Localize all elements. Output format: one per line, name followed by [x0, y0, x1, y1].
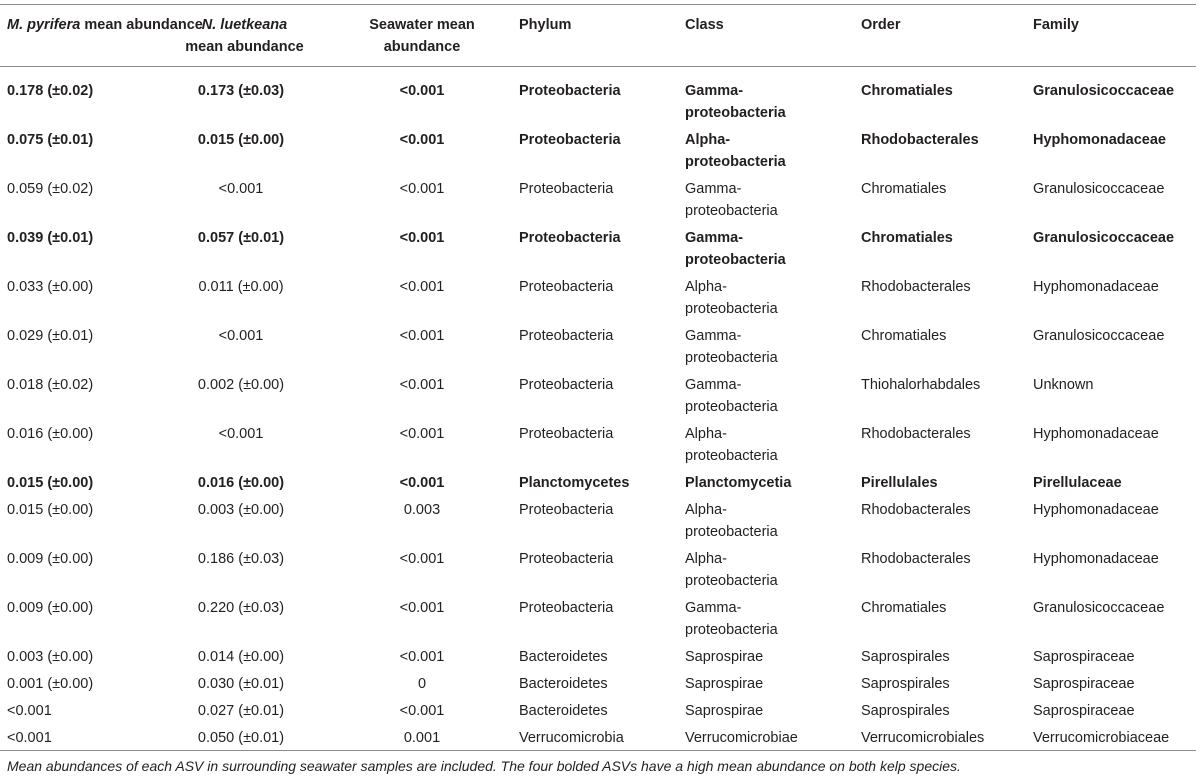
cell-m-pyrifera: 0.016 (±0.00) — [7, 425, 94, 442]
cell-class: Saprospirae — [685, 702, 764, 719]
cell-m-pyrifera: 0.009 (±0.00) — [7, 550, 94, 567]
cell-n-luetkeana: 0.057 (±0.01) — [197, 229, 285, 246]
cell-seawater: <0.001 — [399, 550, 445, 567]
cell-family: Saprospiraceae — [1033, 675, 1135, 692]
cell-m-pyrifera: 0.001 (±0.00) — [7, 675, 94, 692]
cell-family: Granulosicoccaceae — [1033, 229, 1175, 246]
cell-family: Granulosicoccaceae — [1033, 599, 1165, 616]
cell-m-pyrifera: 0.059 (±0.02) — [7, 180, 94, 197]
cell-order: Saprospirales — [861, 675, 950, 692]
cell-order: Chromatiales — [861, 83, 953, 99]
cell-n-luetkeana: 0.027 (±0.01) — [197, 702, 285, 719]
cell-order: Rhodobacterales — [861, 501, 971, 518]
table-row — [0, 670, 1196, 697]
cell-class: Alpha- proteobacteria — [685, 425, 778, 464]
cell-phylum: Proteobacteria — [519, 425, 614, 442]
cell-class: Alpha- proteobacteria — [685, 501, 778, 540]
cell-m-pyrifera: 0.018 (±0.02) — [7, 376, 94, 393]
cell-n-luetkeana: 0.173 (±0.03) — [197, 83, 285, 99]
cell-phylum: Proteobacteria — [519, 327, 614, 344]
cell-seawater: <0.001 — [399, 599, 445, 616]
table-row — [0, 594, 1196, 643]
header-order: Order — [854, 5, 1026, 67]
cell-phylum: Proteobacteria — [519, 599, 614, 616]
cell-family: Hyphomonadaceae — [1033, 131, 1166, 148]
header-n-luetkeana: N. luetkeana mean abundance — [150, 5, 332, 67]
cell-class: Saprospirae — [685, 648, 764, 665]
cell-class: Planctomycetia — [685, 474, 792, 491]
table-row — [0, 545, 1196, 594]
cell-n-luetkeana: 0.003 (±0.00) — [197, 501, 285, 518]
cell-class: Verrucomicrobiae — [678, 724, 854, 751]
cell-order: Thiohalorhabdales — [861, 376, 981, 393]
cell-family: Granulosicoccaceae — [1033, 83, 1175, 99]
cell-m-pyrifera: 0.015 (±0.00) — [7, 501, 94, 518]
cell-order: Chromatiales — [861, 180, 947, 197]
cell-phylum: Bacteroidetes — [519, 702, 608, 719]
cell-class: Alpha- proteobacteria — [685, 278, 778, 317]
table-row — [0, 697, 1196, 724]
cell-class: Gamma- proteobacteria — [685, 327, 778, 366]
cell-seawater: <0.001 — [399, 131, 445, 148]
cell-seawater: <0.001 — [399, 180, 445, 197]
table-row — [0, 469, 1196, 496]
cell-family: Saprospiraceae — [1033, 702, 1135, 719]
cell-n-luetkeana: <0.001 — [218, 180, 264, 197]
cell-n-luetkeana: 0.002 (±0.00) — [197, 376, 285, 393]
cell-family: Granulosicoccaceae — [1033, 327, 1165, 344]
table-row — [0, 371, 1196, 420]
cell-m-pyrifera: 0.003 (±0.00) — [7, 648, 94, 665]
header-class: Class — [678, 5, 854, 67]
cell-seawater: 0 — [417, 675, 427, 692]
cell-order: Rhodobacterales — [861, 131, 979, 148]
cell-n-luetkeana: 0.011 (±0.00) — [198, 278, 284, 295]
cell-family: Hyphomonadaceae — [1033, 550, 1159, 567]
cell-family: Saprospiraceae — [1033, 648, 1135, 665]
cell-seawater: <0.001 — [399, 474, 445, 491]
cell-seawater: <0.001 — [399, 229, 445, 246]
cell-phylum: Bacteroidetes — [519, 648, 608, 665]
cell-order: Chromatiales — [861, 327, 947, 344]
cell-order: Verrucomicrobiales — [854, 724, 1026, 751]
cell-m-pyrifera: 0.015 (±0.00) — [7, 474, 94, 491]
cell-seawater: <0.001 — [399, 278, 445, 295]
cell-family: Hyphomonadaceae — [1033, 425, 1159, 442]
cell-n-luetkeana: <0.001 — [218, 425, 264, 442]
cell-n-luetkeana: 0.220 (±0.03) — [197, 599, 285, 616]
table-caption: Mean abundances of each ASV in surrounding seawater samples are included. The four bolded ASVs have a high mean abundance on both kelp species. — [7, 758, 961, 774]
cell-family: Granulosicoccaceae — [1033, 180, 1165, 197]
cell-order: Chromatiales — [861, 599, 947, 616]
table-body — [0, 67, 1196, 751]
cell-n-luetkeana: <0.001 — [218, 327, 264, 344]
cell-phylum: Bacteroidetes — [519, 675, 608, 692]
cell-phylum: Proteobacteria — [519, 180, 614, 197]
cell-family: Hyphomonadaceae — [1033, 501, 1159, 518]
cell-order: Saprospirales — [861, 648, 950, 665]
cell-seawater: <0.001 — [399, 83, 445, 99]
cell-family: Verrucomicrobiaceae — [1026, 724, 1196, 751]
cell-n-luetkeana: 0.014 (±0.00) — [197, 648, 285, 665]
cell-phylum: Proteobacteria — [519, 501, 614, 518]
table-row — [0, 224, 1196, 273]
cell-m-pyrifera: 0.029 (±0.01) — [7, 327, 94, 344]
cell-n-luetkeana: 0.016 (±0.00) — [197, 474, 285, 491]
table-row — [0, 724, 1196, 751]
cell-m-pyrifera: <0.001 — [7, 702, 52, 719]
cell-class: Alpha- proteobacteria — [685, 550, 778, 589]
cell-family: Pirellulaceae — [1033, 474, 1122, 491]
cell-phylum: Proteobacteria — [519, 229, 621, 246]
cell-order: Rhodobacterales — [861, 550, 971, 567]
cell-seawater: 0.003 — [403, 501, 441, 518]
cell-class: Alpha- proteobacteria — [685, 131, 786, 170]
table-header — [0, 5, 1196, 67]
table-row — [0, 420, 1196, 469]
cell-order: Saprospirales — [861, 702, 950, 719]
cell-phylum: Proteobacteria — [519, 131, 621, 148]
cell-m-pyrifera: 0.033 (±0.00) — [7, 278, 94, 295]
cell-class: Gamma- proteobacteria — [685, 180, 778, 219]
cell-order: Rhodobacterales — [861, 278, 971, 295]
cell-family: Unknown — [1033, 376, 1094, 393]
cell-phylum: Proteobacteria — [519, 550, 614, 567]
cell-phylum: Proteobacteria — [519, 376, 614, 393]
cell-order: Chromatiales — [861, 229, 953, 246]
cell-m-pyrifera: 0.009 (±0.00) — [7, 599, 94, 616]
table-row — [0, 496, 1196, 545]
cell-n-luetkeana: 0.030 (±0.01) — [197, 675, 285, 692]
cell-m-pyrifera: 0.178 (±0.02) — [7, 83, 94, 99]
header-m-pyrifera: M. pyrifera mean abundance — [0, 5, 150, 67]
cell-phylum: Planctomycetes — [519, 474, 630, 491]
table-row — [0, 175, 1196, 224]
header-phylum: Phylum — [512, 5, 678, 67]
cell-seawater: <0.001 — [399, 648, 445, 665]
cell-seawater: <0.001 — [399, 327, 445, 344]
cell-m-pyrifera: 0.039 (±0.01) — [7, 229, 94, 246]
cell-phylum: Proteobacteria — [519, 278, 614, 295]
table-row — [0, 273, 1196, 322]
header-family: Family — [1026, 5, 1196, 67]
cell-class: Gamma- proteobacteria — [685, 599, 778, 638]
cell-class: Gamma- proteobacteria — [685, 83, 786, 121]
cell-family: Hyphomonadaceae — [1033, 278, 1159, 295]
cell-n-luetkeana: 0.050 (±0.01) — [150, 724, 332, 751]
cell-class: Gamma- proteobacteria — [685, 229, 786, 268]
cell-class: Saprospirae — [685, 675, 764, 692]
cell-m-pyrifera: <0.001 — [0, 724, 150, 751]
cell-phylum: Proteobacteria — [519, 83, 621, 99]
cell-n-luetkeana: 0.015 (±0.00) — [197, 131, 285, 148]
cell-phylum: Verrucomicrobia — [512, 724, 678, 751]
cell-seawater: 0.001 — [332, 724, 512, 751]
table-row — [0, 67, 1196, 126]
cell-seawater: <0.001 — [399, 425, 445, 442]
table-row — [0, 322, 1196, 371]
cell-seawater: <0.001 — [399, 702, 445, 719]
cell-n-luetkeana: 0.186 (±0.03) — [197, 550, 285, 567]
cell-seawater: <0.001 — [399, 376, 445, 393]
cell-order: Rhodobacterales — [861, 425, 971, 442]
table-row — [0, 126, 1196, 175]
table-row — [0, 643, 1196, 670]
header-seawater: Seawater mean abundance — [332, 5, 512, 67]
cell-order: Pirellulales — [861, 474, 938, 491]
cell-class: Gamma- proteobacteria — [685, 376, 778, 415]
abundance-table — [0, 4, 1196, 751]
cell-m-pyrifera: 0.075 (±0.01) — [7, 131, 94, 148]
